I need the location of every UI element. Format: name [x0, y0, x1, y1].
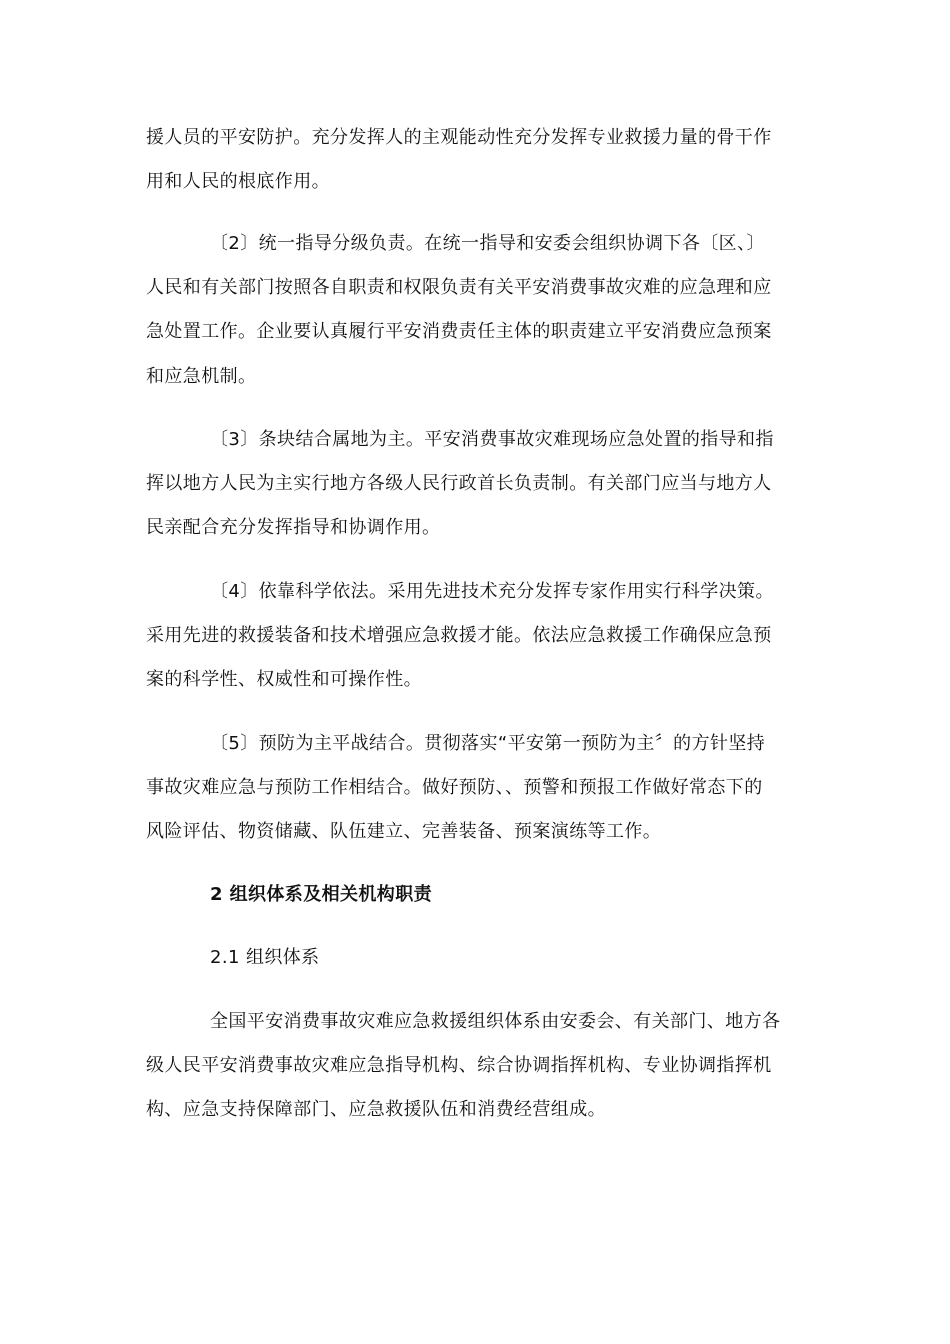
paragraph-line: 事故灾难应急与预防工作相结合。做好预防、、预警和预报工作做好常态下的 [146, 777, 763, 798]
paragraph-line: 〔2〕统一指导分级负责。在统一指导和安委会组织协调下各〔区、〕 [210, 233, 765, 254]
paragraph-line: 风险评估、物资储藏、队伍建立、完善装备、预案演练等工作。 [146, 821, 662, 842]
paragraph-line: 援人员的平安防护。充分发挥人的主观能动性充分发挥专业救援力量的骨干作 [146, 127, 772, 148]
paragraph-line: 人民和有关部门按照各自职责和权限负责有关平安消费事故灾难的应急理和应 [146, 277, 772, 298]
paragraph-line: 案的科学性、权威性和可操作性。 [146, 669, 422, 690]
paragraph-line: 〔5〕预防为主平战结合。贯彻落实“平安第一预防为主〞的方针坚持 [210, 733, 766, 754]
paragraph-line: 民亲配合充分发挥指导和协调作用。 [146, 517, 441, 538]
paragraph-line: 采用先进的救援装备和技术增强应急救援才能。依法应急救援工作确保应急预 [146, 625, 772, 646]
section-heading: 2 组织体系及相关机构职责 [210, 884, 432, 905]
paragraph-line: 和应急机制。 [146, 366, 257, 387]
paragraph-line: 挥以地方人民为主实行地方各级人民行政首长负责制。有关部门应当与地方人 [146, 473, 772, 494]
paragraph-line: 全国平安消费事故灾难应急救援组织体系由安委会、有关部门、地方各 [210, 1011, 781, 1032]
paragraph-line: 级人民平安消费事故灾难应急指导机构、综合协调指挥机构、专业协调指挥机 [146, 1055, 772, 1076]
paragraph-line: 急处置工作。企业要认真履行平安消费责任主体的职责建立平安消费应急预案 [146, 321, 772, 342]
paragraph-line: 〔3〕条块结合属地为主。平安消费事故灾难现场应急处置的指导和指 [210, 429, 774, 450]
paragraph-line: 用和人民的根底作用。 [146, 171, 330, 192]
subsection-heading: 2.1 组织体系 [210, 947, 320, 968]
paragraph-line: 构、应急支持保障部门、应急救援队伍和消费经营组成。 [146, 1099, 606, 1120]
paragraph-line: 〔4〕依靠科学依法。采用先进技术充分发挥专家作用实行科学决策。 [210, 581, 774, 602]
